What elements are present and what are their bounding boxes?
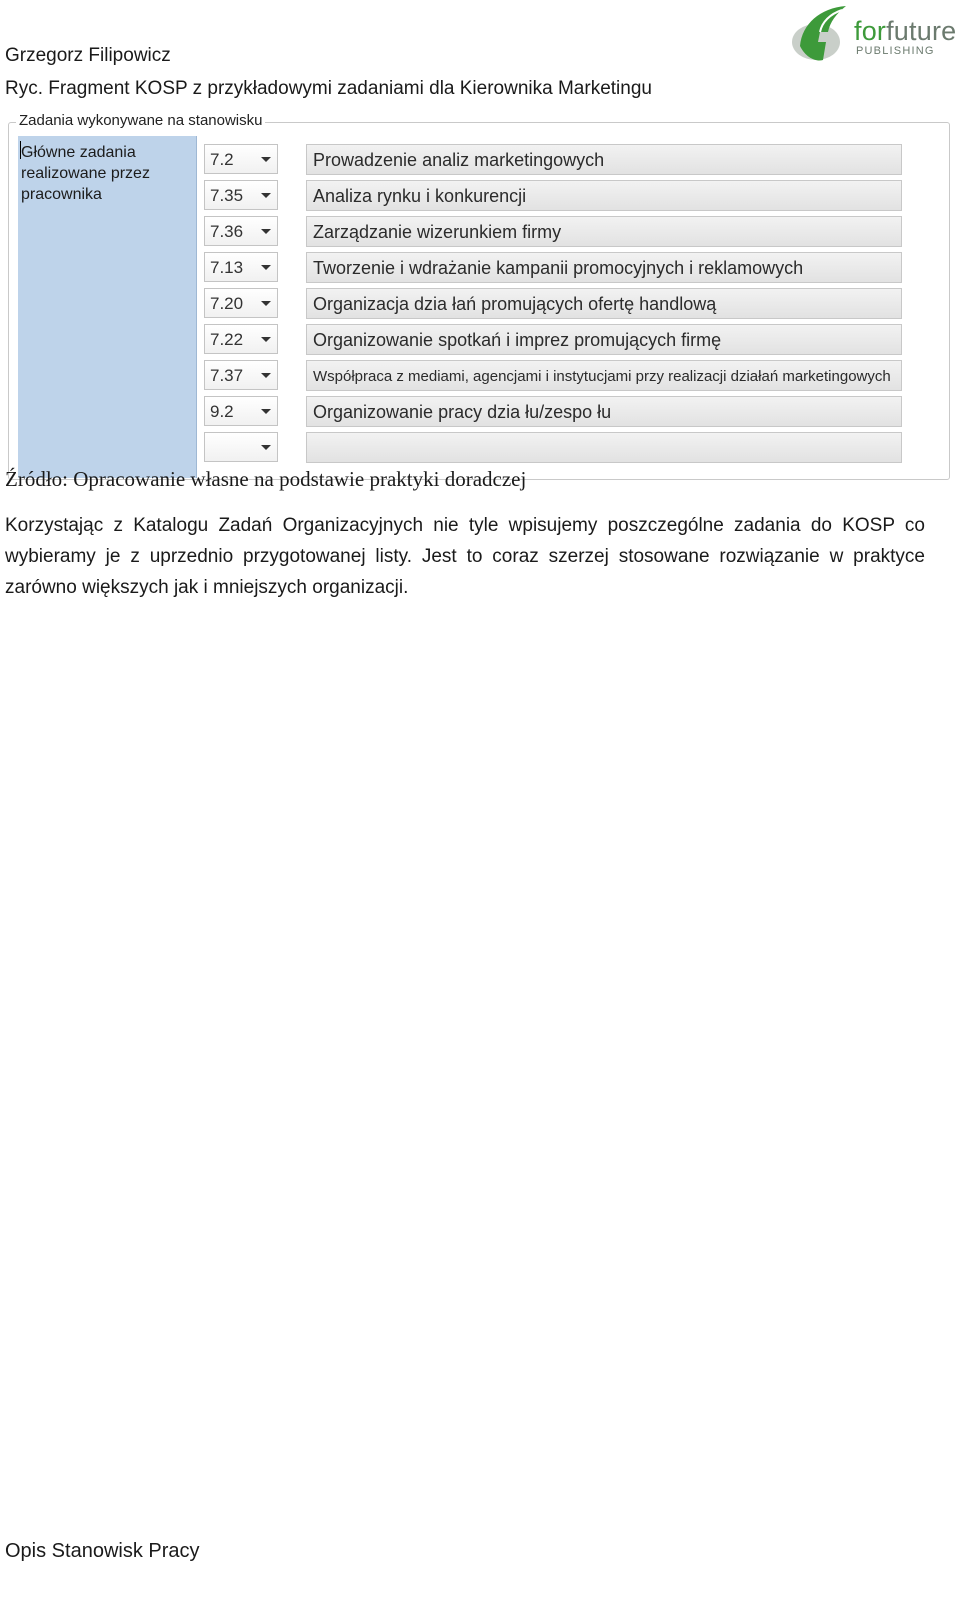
- task-description-field[interactable]: [306, 288, 902, 319]
- task-description-field[interactable]: [306, 252, 902, 283]
- task-code-value: 7.20: [210, 294, 244, 313]
- task-code-dropdown[interactable]: [204, 324, 278, 354]
- task-code-dropdown[interactable]: [204, 144, 278, 174]
- task-code-dropdown[interactable]: [204, 432, 278, 462]
- chevron-down-icon[interactable]: [261, 157, 271, 162]
- task-code-value: 9.2: [210, 402, 234, 421]
- task-code-value: 7.36: [210, 222, 244, 241]
- task-code-value: 7.37: [210, 366, 244, 385]
- page-footer: Opis Stanowisk Pracy: [5, 1540, 200, 1562]
- task-description-text: Współpraca z mediami, agencjami i instytucjami przy realizacji działań marketingowych: [313, 368, 891, 385]
- task-code-value: 7.13: [210, 258, 244, 277]
- task-description-text: Organizowanie pracy dzia łu/zespo łu: [313, 402, 612, 422]
- task-description-text: Zarządzanie wizerunkiem firmy: [313, 222, 562, 242]
- body-paragraph: Korzystając z Katalogu Zadań Organizacyjnych nie tyle wpisujemy poszczególne zadania do KOSP co wybieramy je z uprzednio przygotowanej listy. Jest to coraz szerzej stosowane rozwiązanie w praktyce zarówno większych jak i mniejszych organizacji.: [5, 515, 925, 598]
- chevron-down-icon[interactable]: [261, 193, 271, 198]
- task-code-dropdown[interactable]: [204, 396, 278, 426]
- logo-sub-text: PUBLISHING: [856, 45, 935, 57]
- group-box-title: Zadania wykonywane na stanowisku: [16, 112, 265, 129]
- task-description-field[interactable]: [306, 144, 902, 175]
- kosp-form-fragment: [8, 112, 949, 480]
- figure-source: Źródło: Opracowanie własne na podstawie praktyki doradczej: [5, 467, 527, 491]
- chevron-down-icon[interactable]: [261, 337, 271, 342]
- task-description-field[interactable]: [306, 216, 902, 247]
- forfuture-f-leaf-logo-icon: [790, 2, 854, 66]
- task-description-text: Prowadzenie analiz marketingowych: [313, 150, 605, 170]
- task-code-value: 7.35: [210, 186, 244, 205]
- task-description-field[interactable]: [306, 180, 902, 211]
- task-code-value: 7.2: [210, 150, 234, 169]
- task-description-field[interactable]: [306, 432, 902, 463]
- task-code-dropdown[interactable]: [204, 180, 278, 210]
- task-description-text: Organizacja dzia łań promujących ofertę handlową: [313, 294, 717, 314]
- task-code-dropdown[interactable]: [204, 216, 278, 246]
- task-description-text: Tworzenie i wdrażanie kampanii promocyjnych i reklamowych: [313, 258, 804, 278]
- main-tasks-label-cell[interactable]: [18, 136, 197, 478]
- figure-caption: Ryc. Fragment KOSP z przykładowymi zadaniami dla Kierownika Marketingu: [5, 78, 652, 99]
- task-code-dropdown[interactable]: [204, 252, 278, 282]
- chevron-down-icon[interactable]: [261, 301, 271, 306]
- logo-brand-text: forfuture: [854, 16, 957, 46]
- chevron-down-icon[interactable]: [261, 265, 271, 270]
- chevron-down-icon[interactable]: [261, 409, 271, 414]
- main-tasks-label: Główne zadania realizowane przez pracownika: [21, 144, 150, 203]
- chevron-down-icon[interactable]: [261, 373, 271, 378]
- task-code-value: 7.22: [210, 330, 244, 349]
- task-description-field[interactable]: [306, 360, 902, 391]
- task-description-field[interactable]: [306, 396, 902, 427]
- task-code-dropdown[interactable]: [204, 288, 278, 318]
- task-code-dropdown[interactable]: [204, 360, 278, 390]
- task-description-field[interactable]: [306, 324, 902, 355]
- author-name: Grzegorz Filipowicz: [5, 45, 171, 66]
- chevron-down-icon[interactable]: [261, 445, 271, 450]
- chevron-down-icon[interactable]: [261, 229, 271, 234]
- publisher-logo: [790, 2, 960, 66]
- task-description-text: Organizowanie spotkań i imprez promujących firmę: [313, 330, 722, 350]
- task-description-text: Analiza rynku i konkurencji: [313, 186, 527, 206]
